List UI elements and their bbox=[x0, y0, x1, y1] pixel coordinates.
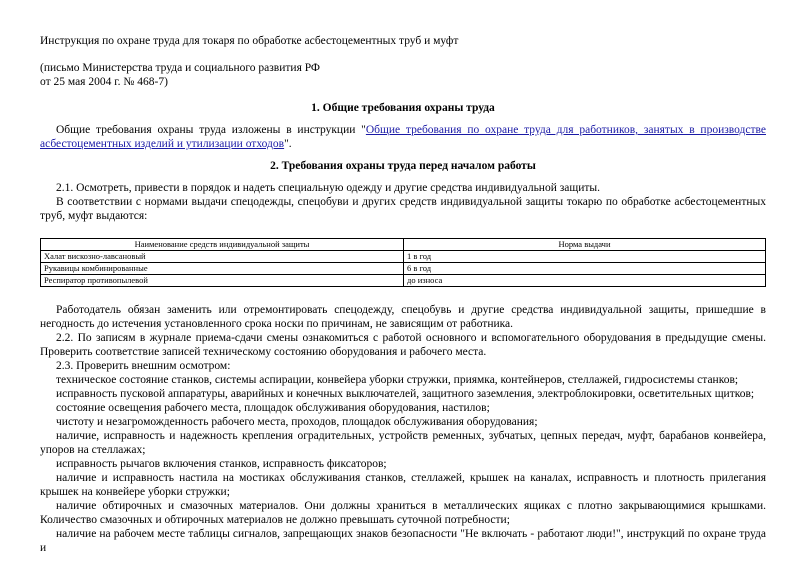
table-cell-issue-norm: до износа bbox=[404, 275, 766, 287]
section-1-text-before: Общие требования охраны труда изложены в инструкции " bbox=[56, 124, 366, 136]
check-item: чистоту и незагроможденность рабочего места, проходов, площадок обслуживания оборудования; bbox=[56, 416, 538, 428]
paragraph-2-2: 2.2. По записям в журнале приема-сдачи смены ознакомиться с работой основного и вспомогательного оборудования в предыдущие смены. Проверить соответствие записей техническому состоянию оборудования и рабочего места. bbox=[40, 332, 766, 358]
column-header-issue-norm: Норма выдачи bbox=[404, 239, 766, 251]
table-cell-ppe-name: Респиратор противопылевой bbox=[41, 275, 404, 287]
table-row bbox=[41, 251, 766, 263]
section-1-heading: 1. Общие требования охраны труда bbox=[311, 102, 495, 114]
paragraph-2-3: 2.3. Проверить внешним осмотром: bbox=[56, 360, 231, 372]
check-item: наличие на рабочем месте таблицы сигналов, запрещающих знаков безопасности "Не включать - работают люди!", инструкций по охране труда и bbox=[40, 528, 766, 554]
check-item: исправность рычагов включения станков, исправность фиксаторов; bbox=[56, 458, 387, 470]
table-header-row bbox=[41, 239, 766, 251]
ppe-norms-intro: В соответствии с нормами выдачи спецодежды, спецобуви и других средств индивидуальной защиты токарю по обработке асбестоцементных труб, муфт выдаются: bbox=[40, 196, 766, 222]
column-header-ppe-name: Наименование средств индивидуальной защиты bbox=[41, 239, 404, 251]
employer-obligation-paragraph: Работодатель обязан заменить или отремонтировать спецодежду, спецобувь и другие средства индивидуальной защиты, пришедшие в негодность до истечения установленного срока носки по причинам, не зависящим от работника. bbox=[40, 304, 766, 330]
section-1-paragraph bbox=[40, 123, 766, 151]
table-row bbox=[41, 263, 766, 275]
table-row bbox=[41, 275, 766, 287]
general-requirements-link[interactable]: Общие требования по охране труда для работников, занятых в производстве асбестоцементных изделий и утилизации отходов bbox=[40, 124, 766, 150]
letter-reference-line-2: от 25 мая 2004 г. № 468-7) bbox=[40, 76, 168, 88]
table-cell-ppe-name: Халат вискозно-лавсановый bbox=[41, 251, 404, 263]
table-cell-issue-norm: 6 в год bbox=[404, 263, 766, 275]
letter-reference-line-1: (письмо Министерства труда и социального развития РФ bbox=[40, 62, 321, 74]
section-2-heading: 2. Требования охраны труда перед началом работы bbox=[270, 160, 536, 172]
document-title: Инструкция по охране труда для токаря по обработке асбестоцементных труб и муфт bbox=[40, 35, 459, 47]
paragraph-2-1: 2.1. Осмотреть, привести в порядок и надеть специальную одежду и другие средства индивидуальной защиты. bbox=[56, 182, 601, 194]
check-item: исправность пусковой аппаратуры, аварийных и конечных выключателей, защитного заземления, электроблокировки, осветительных щитков; bbox=[56, 388, 755, 400]
table-cell-issue-norm: 1 в год bbox=[404, 251, 766, 263]
section-1-text-after: ". bbox=[284, 138, 292, 150]
ppe-norms-table bbox=[40, 238, 766, 287]
check-item: наличие и исправность настила на мостиках обслуживания станков, стеллажей, крышек на каналах, исправность и плотность прилегания крышек на конвейере уборки стружки; bbox=[40, 472, 766, 498]
check-item: состояние освещения рабочего места, площадок обслуживания оборудования, настилов; bbox=[56, 402, 490, 414]
check-item: наличие обтирочных и смазочных материалов. Они должны храниться в металлических ящиках с плотно закрывающимися крышками. Количество смазочных и обтирочных материалов не должно превышать суточной потребности; bbox=[40, 500, 766, 526]
table-cell-ppe-name: Рукавицы комбинированные bbox=[41, 263, 404, 275]
document-page bbox=[40, 34, 766, 555]
check-item: наличие, исправность и надежность крепления оградительных, устройств ременных, зубчатых, цепных передач, муфт, барабанов конвейера, упоров на стеллажах; bbox=[40, 430, 766, 456]
check-item: техническое состояние станков, системы аспирации, конвейера уборки стружки, приямка, контейнеров, стеллажей, гидросистемы станков; bbox=[56, 374, 739, 386]
